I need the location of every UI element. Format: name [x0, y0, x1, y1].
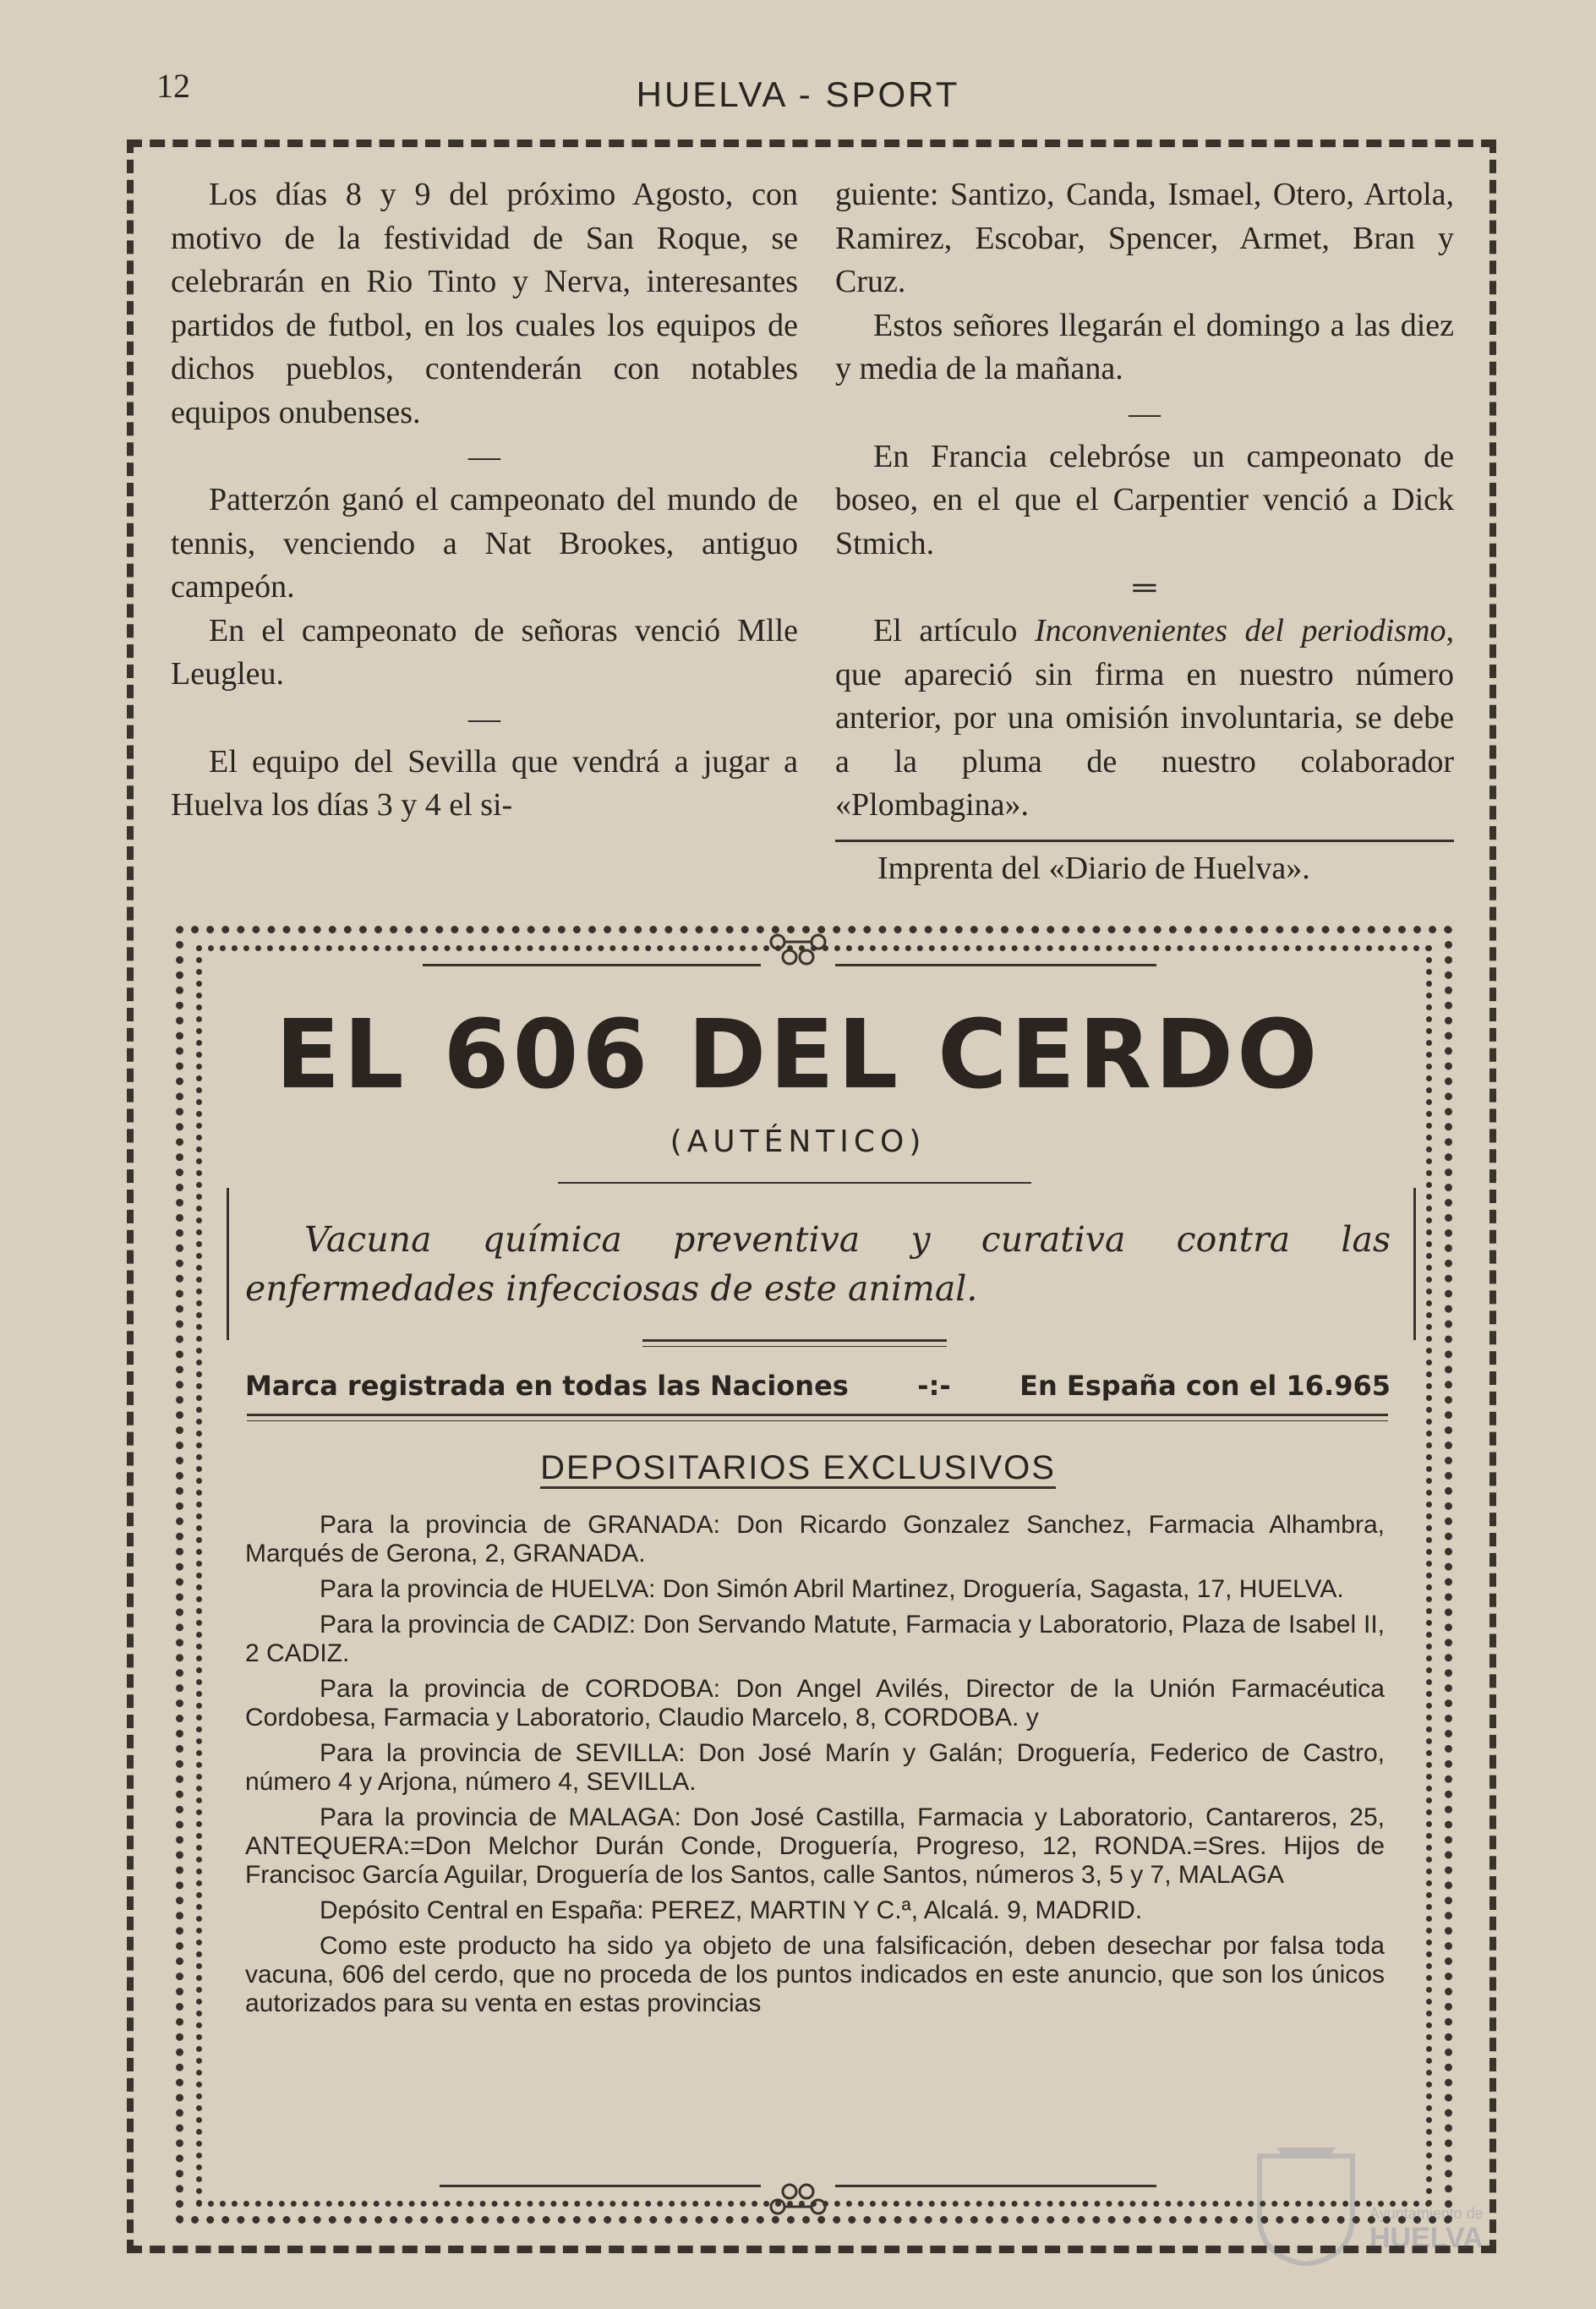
separator: — — [468, 439, 500, 474]
ad-rule — [642, 1339, 947, 1342]
list-item: Para la provincia de GRANADA: Don Ricardo Gonzalez Sanchez, Farmacia Alhambra, Marqués de Gerona, 2, GRANADA. — [245, 1511, 1385, 1568]
trademark-right: En España con el 16.965 — [1019, 1370, 1391, 1402]
ornament-line-bottom-left — [440, 2185, 761, 2187]
watermark-text: HUELVA — [1369, 2222, 1484, 2254]
list-item: Como este producto ha sido ya objeto de una falsificación, deben desechar por falsa toda vacuna, 606 del cerdo, que no proceda de los puntos indicados en este anuncio, que son los únicos autorizados para su venta en estas provincias — [245, 1932, 1385, 2017]
imprint-line: Imprenta del «Diario de Huelva». — [835, 840, 1454, 891]
article-sevilla: El equipo del Sevilla que vendrá a jugar a Huelva los días 3 y 4 el si- — [171, 743, 798, 823]
page-number: 12 — [156, 67, 190, 105]
article-arrival: Estos señores llegarán el domingo a las diez y media de la mañana. — [835, 307, 1454, 386]
ad-description: Vacuna química preventiva y curativa contra las enfermedades infecciosas de este animal. — [245, 1219, 1391, 1309]
list-item: Para la provincia de SEVILLA: Don José Marín y Galán; Droguería, Federico de Castro, número 4 y Arjona, número 4, SEVILLA. — [245, 1739, 1385, 1796]
ad-rule — [247, 1414, 1388, 1416]
watermark-text-small: Ayuntamiento de — [1369, 2205, 1484, 2222]
article-women-tennis: En el campeonato de señoras venció Mlle Leugleu. — [171, 612, 798, 692]
ornament-line-top-right — [835, 964, 1156, 966]
list-item: Depósito Central en España: PEREZ, MARTIN Y C.ª, Alcalá. 9, MADRID. — [320, 1896, 1143, 1924]
ad-rule — [247, 1420, 1388, 1421]
ad-right-bar — [1413, 1188, 1416, 1340]
page-header-title: HUELVA - SPORT — [636, 74, 960, 114]
ornament-line-bottom-right — [835, 2185, 1156, 2187]
ornament-line-top-left — [423, 964, 761, 966]
article-boxing: En Francia celebróse un campeonato de boseo, en el que el Carpentier venció a Dick Stmich. — [835, 438, 1454, 561]
ad-trademark-line — [245, 1370, 1391, 1402]
ad-rule — [642, 1346, 947, 1347]
ad-rule — [558, 1182, 1031, 1184]
right-column — [835, 173, 1454, 890]
ad-title: EL 606 DEL CERDO — [275, 1000, 1321, 1110]
article-tennis: Patterzón ganó el campeonato del mundo de tennis, venciendo a Nat Brookes, antiguo campeón. — [171, 482, 798, 605]
left-column — [171, 173, 798, 828]
trademark-left: Marca registrada en todas las Naciones — [245, 1370, 849, 1402]
list-item: Para la provincia de CORDOBA: Don Angel Avilés, Director de la Unión Farmacéutica Cordobesa, Farmacia y Laboratorio, Claudio Marcelo, 8, CORDOBA. y — [245, 1675, 1385, 1732]
seal-icon — [1251, 2139, 1361, 2266]
separator: — — [468, 700, 500, 736]
article-rio-tinto: Los días 8 y 9 del próximo Agosto, con motivo de la festividad de San Roque, se celebrarán en Rio Tinto y Nerva, interesantes partidos de futbol, en los cuales los equipos de dichos pueblos, contenderán con notables equipos onubenses. — [171, 177, 798, 430]
ornament-bottom-icon — [764, 2181, 832, 2217]
article-correction: El artículo Inconvenientes del periodismo, que apareció sin firma en nuestro número anterior, por una omisión involuntaria, se debe a la pluma de nuestro colaborador «Plombagina». — [835, 613, 1454, 823]
ornament-top-icon — [764, 932, 832, 967]
separator: — — [1129, 395, 1161, 431]
ad-left-bar — [227, 1188, 229, 1340]
list-item: Para la provincia de MALAGA: Don José Castilla, Farmacia y Laboratorio, Cantareros, 25, ANTEQUERA:=Don Melchor Durán Conde, Droguería, Progreso, 12, RONDA.=Sres. Hijos de Francisoc García Aguilar, Droguería de los Santos, calle Santos, números 3, 5 y 7, MALAGA — [245, 1803, 1385, 1889]
depositarios-title: DEPOSITARIOS EXCLUSIVOS — [0, 1449, 1596, 1487]
depositarios-list — [245, 1511, 1385, 2025]
trademark-separator: -:- — [917, 1370, 951, 1402]
article-sevilla-cont: guiente: Santizo, Canda, Ismael, Otero, Artola, Ramirez, Escobar, Spencer, Armet, Bran y Cruz. — [835, 177, 1454, 299]
list-item: Para la provincia de HUELVA: Don Simón Abril Martinez, Droguería, Sagasta, 17, HUELVA. — [320, 1575, 1344, 1603]
ad-subtitle: (AUTÉNTICO) — [670, 1124, 926, 1159]
article-title-italic: Inconvenientes del periodismo — [1035, 613, 1446, 648]
list-item: Para la provincia de CADIZ: Don Servando Matute, Farmacia y Laboratorio, Plaza de Isabel II, 2 CADIZ. — [245, 1611, 1385, 1667]
separator: ═ — [1133, 570, 1156, 605]
